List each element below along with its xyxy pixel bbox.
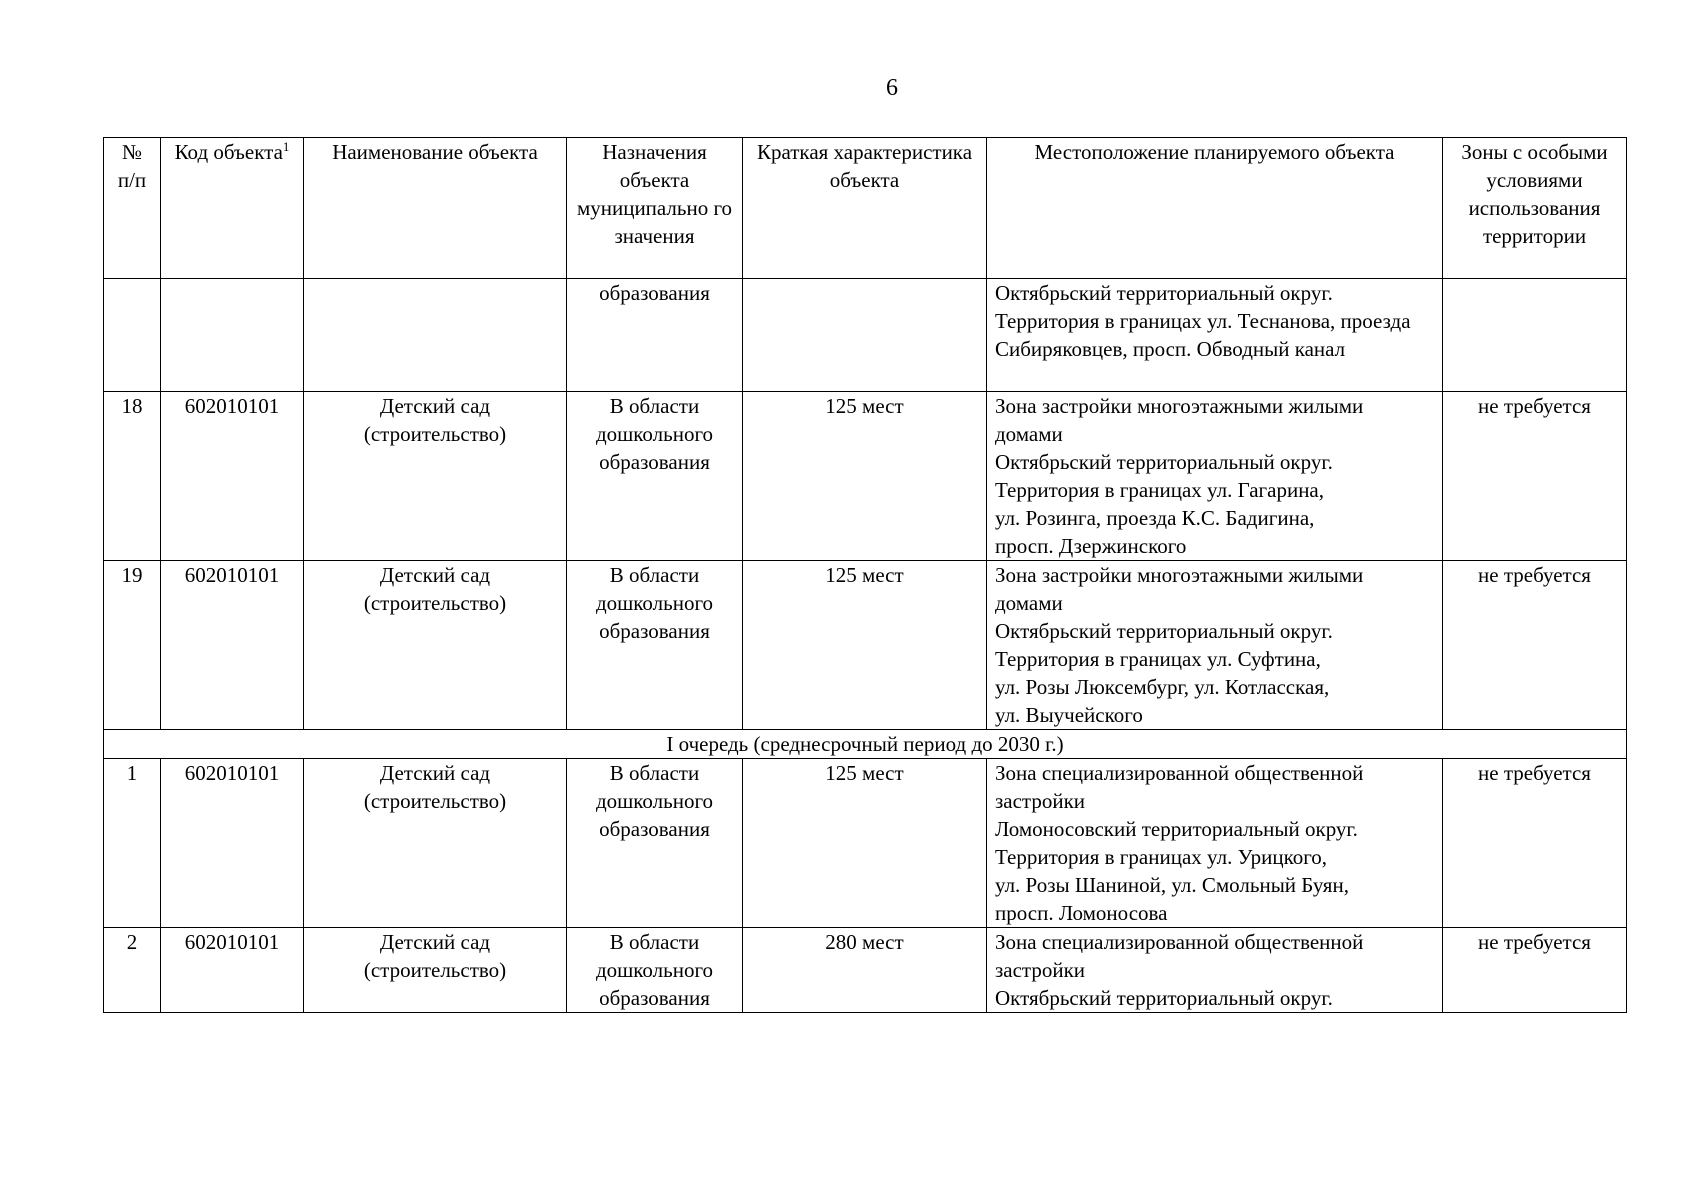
- cell-purpose: В области дошкольного образования: [567, 928, 743, 1013]
- cell-purpose: В области дошкольного образования: [567, 561, 743, 730]
- cell-code: 602010101: [161, 392, 304, 561]
- page-number: 6: [886, 75, 898, 101]
- table-row: [104, 392, 1627, 561]
- cell-location: [987, 928, 1443, 1013]
- cell-name: Детский сад (строительство): [304, 561, 567, 730]
- location-line: ул. Выучейского: [995, 703, 1143, 727]
- header-zones: Зоны с особыми условиями использования территории: [1443, 138, 1627, 279]
- cell-name: Детский сад (строительство): [304, 759, 567, 928]
- cell-code: [161, 279, 304, 392]
- cell-zones: [1443, 279, 1627, 392]
- cell-zones: не требуется: [1443, 392, 1627, 561]
- location-line: ул. Розы Люксембург, ул. Котласская,: [995, 675, 1330, 699]
- header-characteristic: Краткая характеристика объекта: [743, 138, 987, 279]
- location-line: Зона застройки многоэтажными жилыми домами: [995, 563, 1364, 615]
- cell-location: [987, 561, 1443, 730]
- section-row: [104, 730, 1627, 759]
- location-line: Территория в границах ул. Суфтина,: [995, 647, 1321, 671]
- header-location: Местоположение планируемого объекта: [987, 138, 1443, 279]
- cell-purpose: образования: [567, 279, 743, 392]
- location-line: Территория в границах ул. Гагарина,: [995, 478, 1324, 502]
- table-row: [104, 759, 1627, 928]
- cell-purpose: В области дошкольного образования: [567, 392, 743, 561]
- header-name: Наименование объекта: [304, 138, 567, 279]
- cell-zones: не требуется: [1443, 928, 1627, 1013]
- cell-zones: не требуется: [1443, 759, 1627, 928]
- cell-location: Октябрьский территориальный округ. Территория в границах ул. Теснанова, проезда Сибиряковцев, просп. Обводный канал: [987, 279, 1443, 392]
- cell-characteristic: 125 мест: [743, 759, 987, 928]
- cell-characteristic: 125 мест: [743, 392, 987, 561]
- location-line: Территория в границах ул. Урицкого,: [995, 845, 1328, 869]
- location-line: Октябрьский территориальный округ.: [995, 450, 1333, 474]
- cell-code: 602010101: [161, 759, 304, 928]
- cell-num: 18: [104, 392, 161, 561]
- table-row: [104, 928, 1627, 1013]
- cell-purpose: В области дошкольного образования: [567, 759, 743, 928]
- header-code: Код объекта$^1$: [161, 138, 304, 279]
- location-line: Зона специализированной общественной застройки: [995, 930, 1364, 982]
- location-line: ул. Розинга, проезда К.С. Бадигина,: [995, 506, 1315, 530]
- header-num: № п/п: [104, 138, 161, 279]
- cell-name: Детский сад (строительство): [304, 392, 567, 561]
- cell-num: [104, 279, 161, 392]
- cell-location: [987, 392, 1443, 561]
- location-line: просп. Ломоносова: [995, 901, 1168, 925]
- cell-code: 602010101: [161, 561, 304, 730]
- cell-characteristic: [743, 279, 987, 392]
- cell-characteristic: 280 мест: [743, 928, 987, 1013]
- cell-characteristic: 125 мест: [743, 561, 987, 730]
- location-line: Октябрьский территориальный округ.: [995, 986, 1333, 1010]
- location-line: Зона застройки многоэтажными жилыми домами: [995, 394, 1364, 446]
- location-line: Октябрьский территориальный округ.: [995, 619, 1333, 643]
- table-row: [104, 561, 1627, 730]
- location-line: Зона специализированной общественной застройки: [995, 761, 1364, 813]
- cell-num: 1: [104, 759, 161, 928]
- cell-code: 602010101: [161, 928, 304, 1013]
- location-line: просп. Дзержинского: [995, 534, 1187, 558]
- table-header-row: [104, 138, 1627, 279]
- location-line: ул. Розы Шаниной, ул. Смольный Буян,: [995, 873, 1349, 897]
- header-purpose: Назначения объекта муниципально го значения: [567, 138, 743, 279]
- cell-num: 19: [104, 561, 161, 730]
- cell-location: [987, 759, 1443, 928]
- cell-zones: не требуется: [1443, 561, 1627, 730]
- location-line: Ломоносовский территориальный округ.: [995, 817, 1358, 841]
- cell-name: [304, 279, 567, 392]
- objects-table: [103, 137, 1627, 1013]
- cell-name: Детский сад (строительство): [304, 928, 567, 1013]
- cell-num: 2: [104, 928, 161, 1013]
- footnote-marker: 1: [282, 139, 290, 154]
- table-row: [104, 279, 1627, 392]
- section-title: I очередь (среднесрочный период до 2030 г.): [104, 730, 1627, 759]
